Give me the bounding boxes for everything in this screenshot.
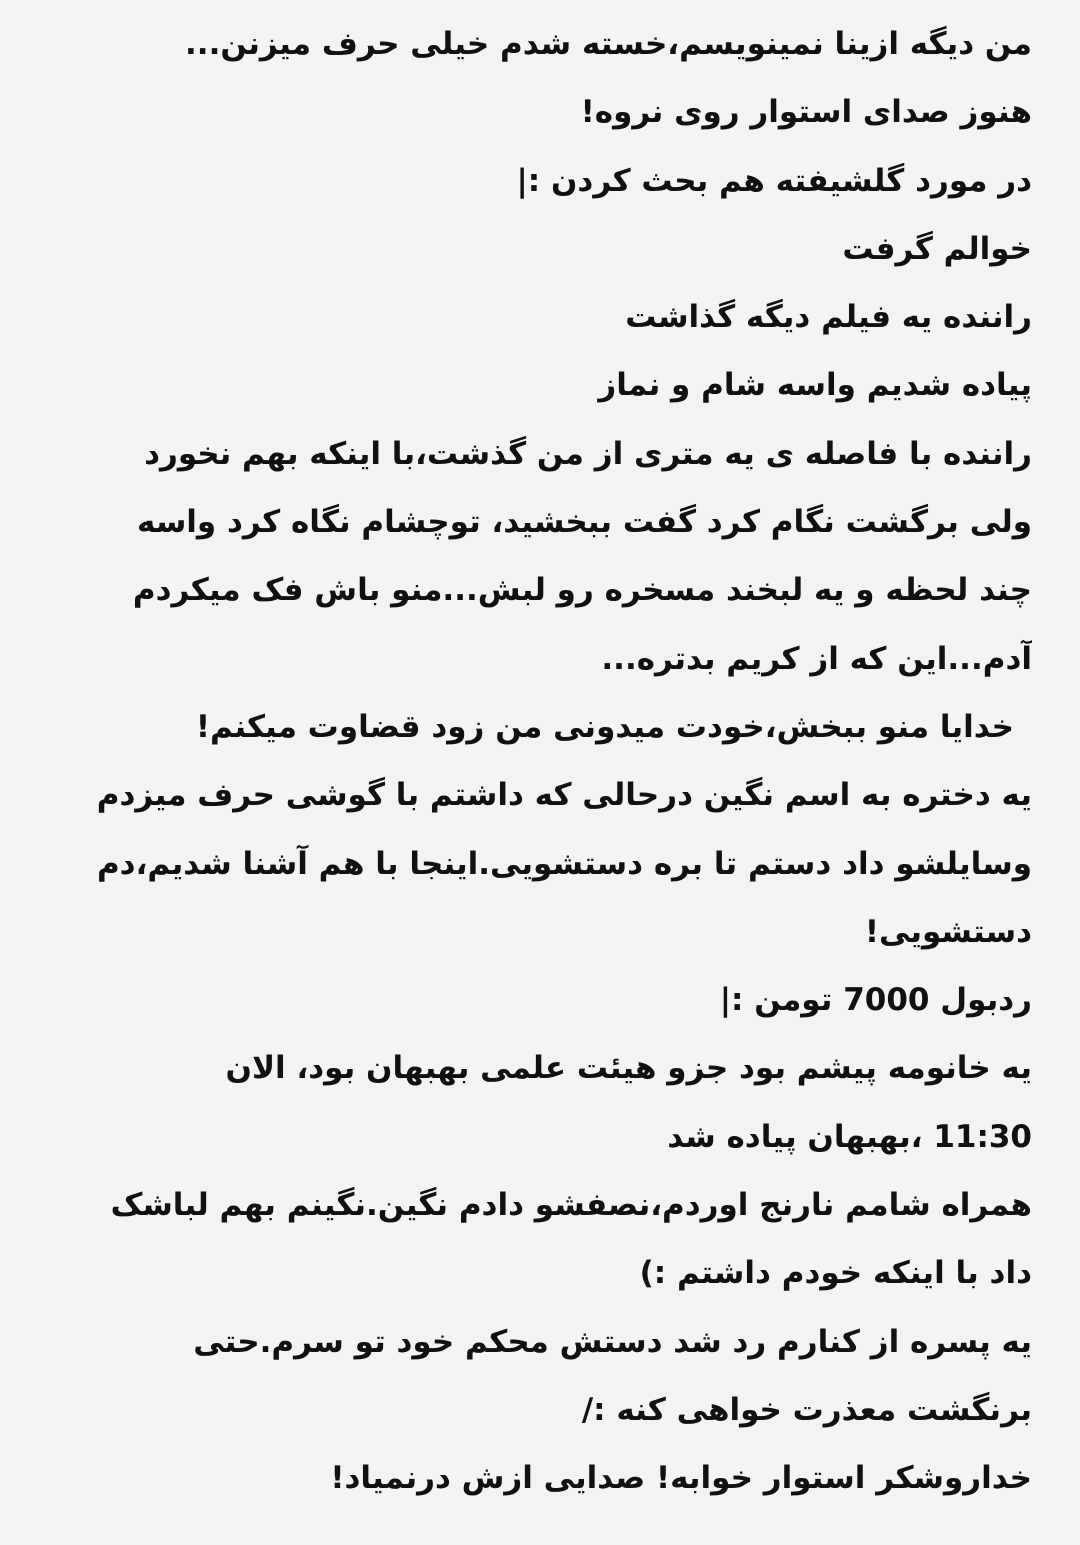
note-line: داد با اینکه خودم داشتم :) <box>639 1255 1032 1292</box>
note-line: هنوز صدای استوار روی نروه! <box>580 94 1032 131</box>
note-line: یه پسره از کنارم رد شد دستش محکم خود تو سرم.حتی <box>193 1323 1032 1360</box>
note-line: وسایلشو داد دستم تا بره دستشویی.اینجا با هم آشنا شدیم،دم <box>96 845 1032 882</box>
note-line: من دیگه ازینا نمینویسم،خسته شدم خیلی حرف میزنن... <box>185 26 1032 62</box>
note-line: خداروشکر استوار خوابه! صدایی ازش درنمیاد! <box>330 1460 1032 1497</box>
note-line: آدم...این که از کریم بدتره... <box>601 640 1032 677</box>
note-line: ولی برگشت نگام کرد گفت ببخشید، توچشام نگاه کرد واسه <box>137 504 1032 541</box>
note-line: برنگشت معذرت خواهی کنه :/ <box>581 1391 1032 1428</box>
note-line: در مورد گلشیفته هم بحث کردن :| <box>516 162 1032 199</box>
note-line: همراه شامم نارنج اوردم،نصفشو دادم نگین.نگینم بهم لباشک <box>110 1187 1032 1224</box>
note-line: 11:30 ،بهبهان پیاده شد <box>667 1118 1032 1155</box>
note-line: چند لحظه و یه لبخند مسخره رو لبش...منو باش فک میکردم <box>132 572 1032 609</box>
note-line: ردبول 7000 تومن :| <box>719 982 1032 1019</box>
note-line: یه خانومه پیشم بود جزو هیئت علمی بهبهان بود، الان <box>225 1050 1032 1087</box>
note-line: پیاده شدیم واسه شام و نماز <box>598 367 1032 404</box>
note-line: راننده با فاصله ی یه متری از من گذشت،با اینکه بهم نخورد <box>144 435 1032 472</box>
note-line: خدایا منو ببخش،خودت میدونی من زود قضاوت میکنم! <box>195 708 1014 745</box>
note-line: یه دختره به اسم نگین درحالی که داشتم با گوشی حرف میزدم <box>96 777 1032 814</box>
note-line: خوالم گرفت <box>842 230 1032 267</box>
note-line: دستشویی! <box>864 913 1032 950</box>
note-line: راننده یه فیلم دیگه گذاشت <box>625 299 1032 336</box>
